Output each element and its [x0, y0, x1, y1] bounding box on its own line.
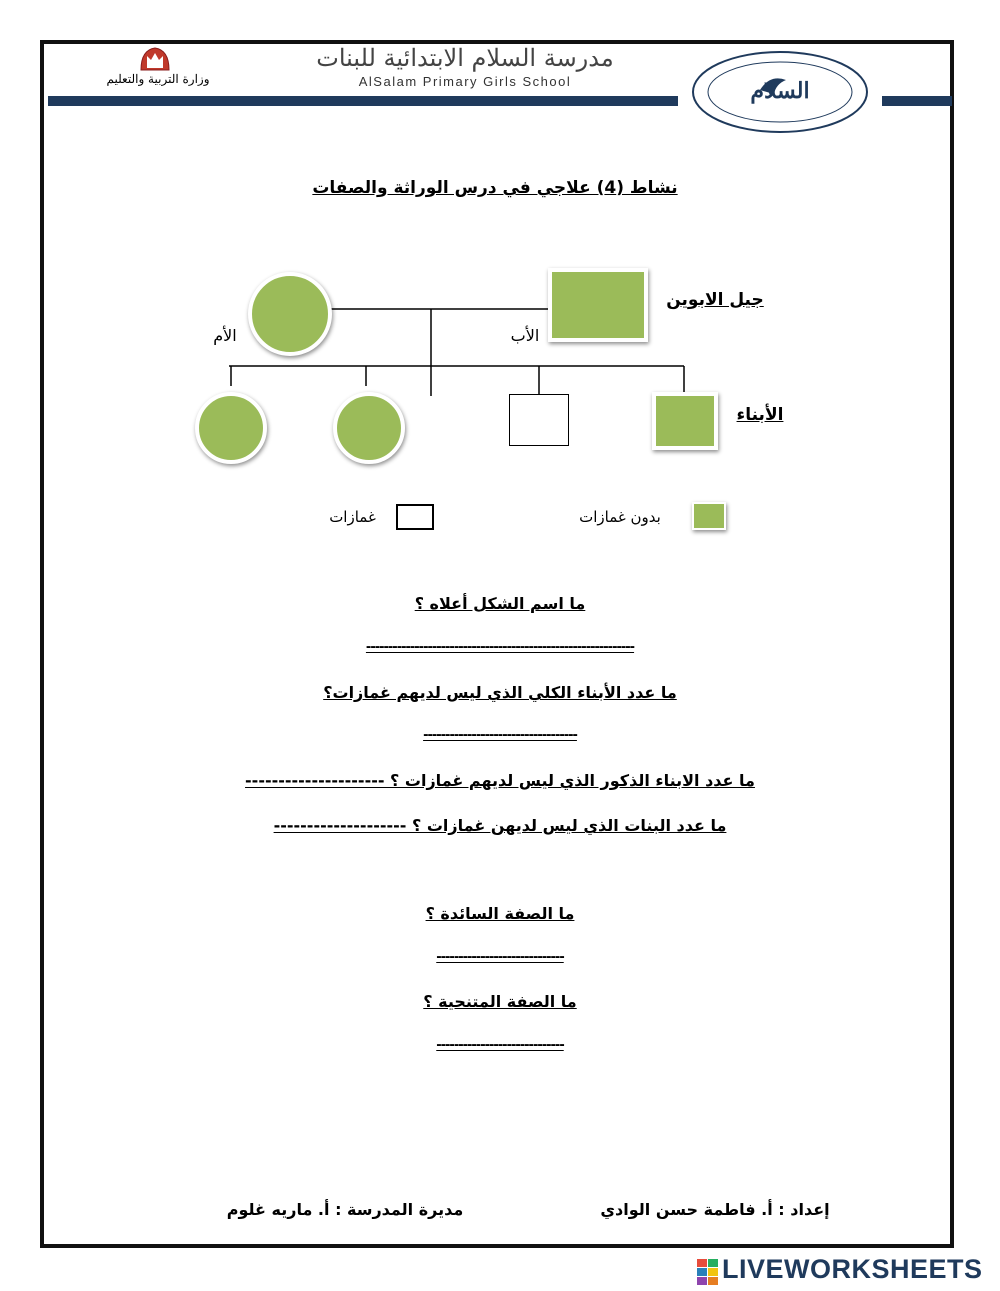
- father-square: [548, 268, 648, 342]
- mother-label: الأم: [213, 326, 237, 345]
- daughter-circle-2: [333, 392, 405, 464]
- worksheet-title: نشاط (4) علاجي في درس الوراثة والصفات: [312, 178, 678, 198]
- school-name-ar: مدرسة السلام الابتدائية للبنات: [316, 44, 614, 72]
- ministry-label: وزارة التربية والتعليم: [106, 72, 210, 86]
- liveworksheets-logo-icon: [697, 1259, 719, 1285]
- question-2: ما عدد الأبناء الكلي الذي ليس لديهم غمازات؟: [323, 683, 677, 702]
- footer-prepared-by: إعداد : أ. فاطمة حسن الوادي: [600, 1200, 830, 1219]
- question-6: ما الصفة المتنحية ؟: [423, 992, 577, 1011]
- question-3: ما عدد الابناء الذكور الذي ليس لديهم غمازات ؟ ---------------------: [245, 771, 755, 790]
- school-name-en: AlSalam Primary Girls School: [358, 74, 572, 89]
- legend-no-dimples-label: بدون غمازات: [579, 508, 661, 526]
- son-square-dimples: [509, 394, 569, 446]
- liveworksheets-brand: LIVEWORKSHEETS: [722, 1254, 983, 1284]
- son-square-no-dimples: [652, 392, 718, 450]
- legend-green-swatch: [692, 502, 726, 530]
- answer-line-5[interactable]: -----------------------------: [436, 950, 564, 965]
- father-label: الأب: [510, 326, 540, 345]
- footer-principal: مديرة المدرسة : أ. ماريه غلوم: [226, 1200, 464, 1219]
- school-logo-text: السلام: [750, 78, 810, 104]
- answer-line-6[interactable]: -----------------------------: [436, 1038, 564, 1053]
- parents-generation-label: جيل الابوين: [666, 290, 764, 310]
- question-1: ما اسم الشكل أعلاه ؟: [414, 594, 586, 613]
- pedigree-lines: [0, 0, 1000, 520]
- legend-white-swatch: [396, 504, 434, 530]
- question-4: ما عدد البنات الذي ليس لديهن غمازات ؟ --------------------: [273, 816, 727, 835]
- question-5: ما الصفة السائدة ؟: [425, 904, 575, 923]
- children-label: الأبناء: [736, 405, 784, 425]
- answer-line-2[interactable]: -----------------------------------: [423, 728, 577, 743]
- mother-circle: [248, 272, 332, 356]
- answer-line-1[interactable]: -------------------------------------------------------------: [365, 640, 635, 655]
- legend-dimples-label: غمازات: [329, 508, 376, 526]
- daughter-circle-1: [195, 392, 267, 464]
